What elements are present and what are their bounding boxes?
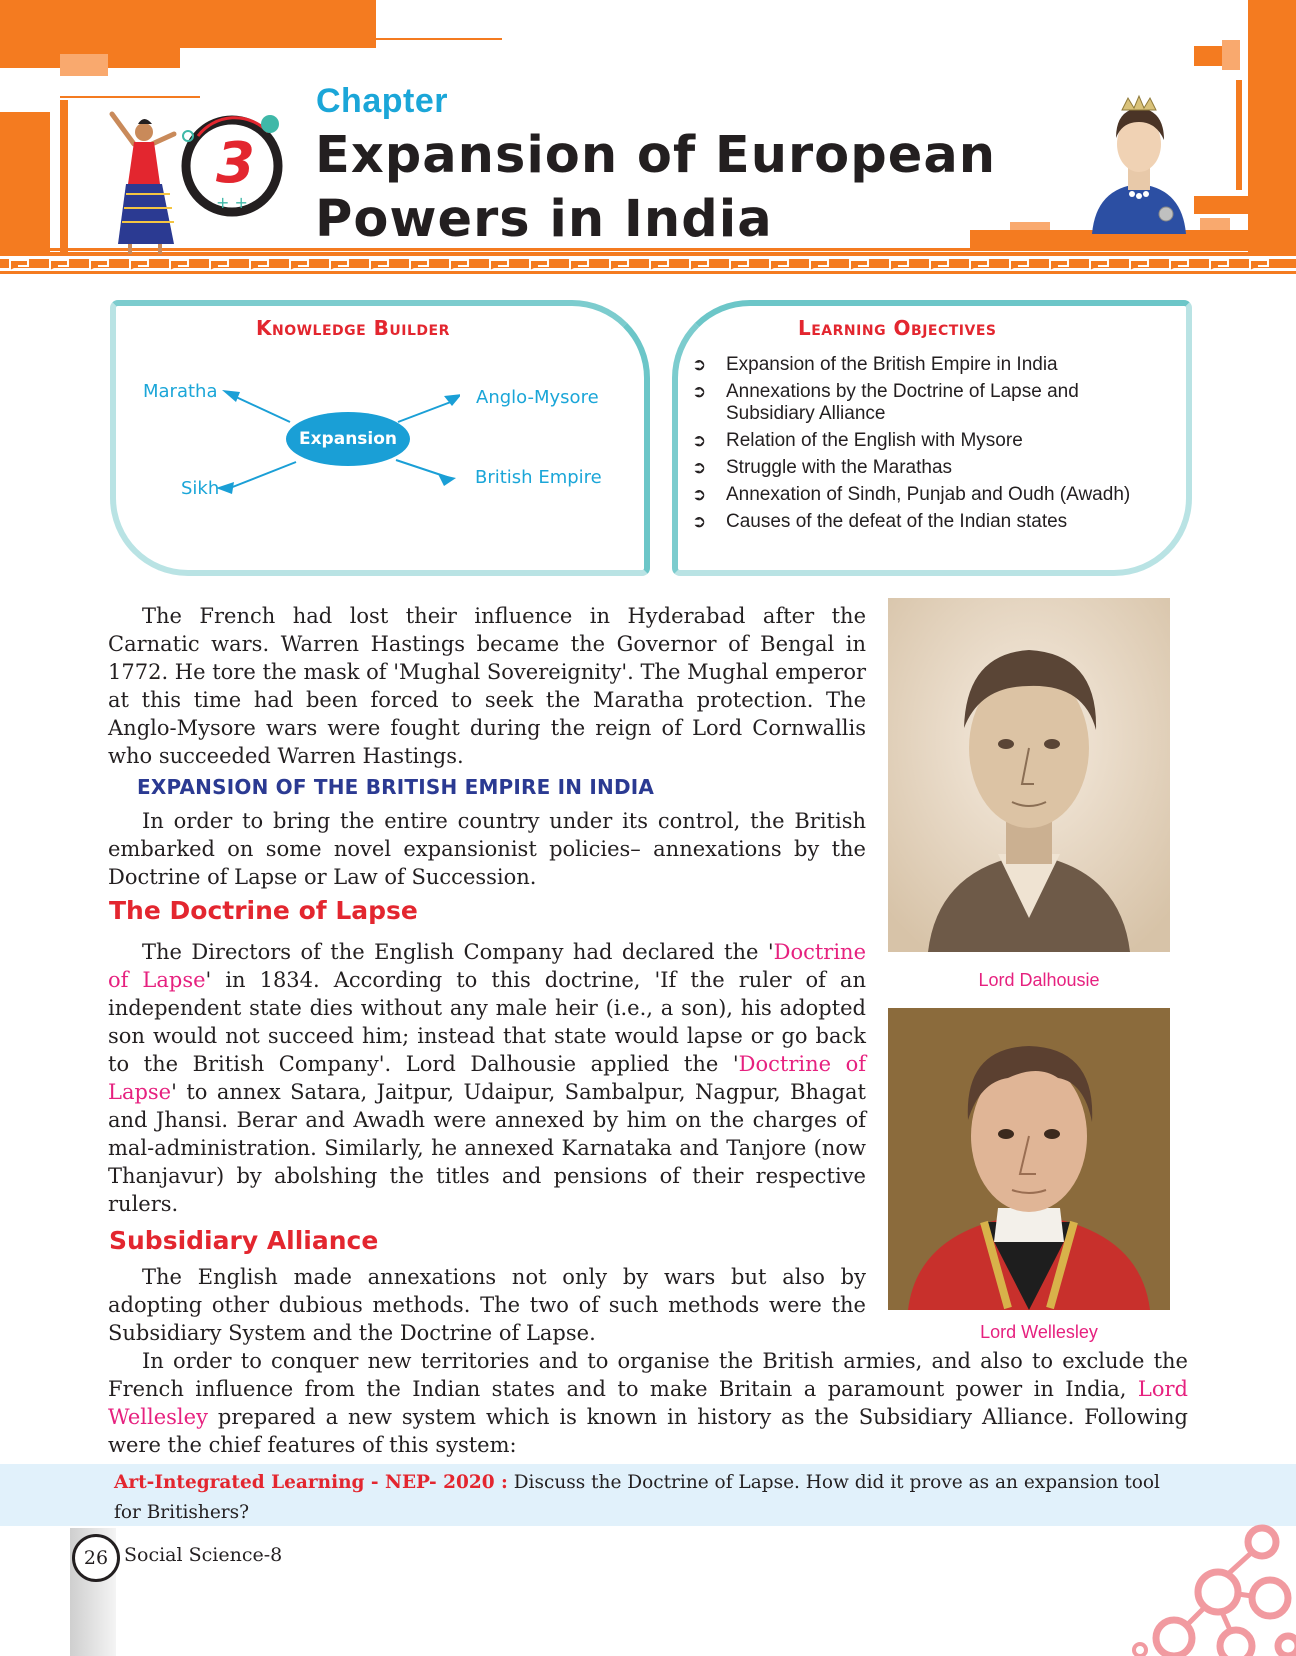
queen-portrait — [1086, 92, 1192, 234]
list-item: ➲ Annexation of Sindh, Punjab and Oudh (Awadh) — [692, 484, 1131, 505]
learning-objectives-list — [692, 354, 1162, 538]
mind-map-node-anglo-mysore: Anglo-Mysore — [476, 387, 599, 408]
arrow-bullet-icon: ➲ — [692, 458, 707, 477]
paragraph-intro: The French had lost their influence in Hyderabad after the Carnatic wars. Warren Hastings became the Governor of Bengal in 1772. He tore the mask of 'Mughal Sovereignity'. The Mughal emperor at this time had been forced to seek the Maratha protection. The Anglo-Mysore wars were fought during the reign of Lord Cornwallis who succeeded Warren Hastings. — [108, 604, 866, 768]
svg-text:+ +: + + — [216, 193, 248, 212]
heading-doctrine-of-lapse: The Doctrine of Lapse — [109, 896, 418, 925]
page-number: 26 — [72, 1534, 120, 1582]
portrait-lord-wellesley — [888, 1008, 1170, 1310]
art-integrated-learning-label: Art-Integrated Learning - NEP- 2020 : — [114, 1472, 508, 1493]
arrow-bullet-icon: ➲ — [692, 355, 707, 374]
caption-lord-wellesley: Lord Wellesley — [980, 1322, 1098, 1342]
mind-map-node-maratha: Maratha — [143, 381, 218, 402]
chapter-number: 3 — [216, 131, 255, 196]
term-lord-wellesley: Lord Wellesley — [108, 1377, 1188, 1429]
arrow-bullet-icon: ➲ — [692, 485, 707, 504]
list-item: ➲ Expansion of the British Empire in India — [692, 354, 1058, 375]
art-integrated-learning-text: Art-Integrated Learning - NEP- 2020 : Discuss the Doctrine of Lapse. How did it prove as an expansion tool for Britishers? — [114, 1472, 1160, 1523]
mind-map-node-british-empire: British Empire — [475, 467, 602, 488]
paragraph-expansion: In order to bring the entire country under its control, the British embarked on some novel expansionist policies– annexations by the Doctrine of Lapse or Law of Succession. — [108, 809, 866, 889]
heading-subsidiary-alliance: Subsidiary Alliance — [109, 1226, 379, 1255]
list-item: ➲ Relation of the English with Mysore — [692, 430, 1023, 451]
list-item: ➲ Causes of the defeat of the Indian states — [692, 511, 1068, 532]
caption-lord-dalhousie: Lord Dalhousie — [978, 970, 1100, 990]
heading-expansion: EXPANSION OF THE BRITISH EMPIRE IN INDIA — [137, 775, 655, 799]
term-doctrine-of-lapse: Doctrine of Lapse — [108, 1052, 867, 1104]
paragraph-subsidiary: The English made annexations not only by wars but also by adopting other dubious methods. The two of such methods were the Subsidiary System and the Doctrine of Lapse. — [108, 1265, 866, 1345]
list-item: ➲ Annexations by the Doctrine of Lapse and Subsidiary Alliance — [692, 381, 1079, 424]
list-item: ➲ Struggle with the Marathas — [692, 457, 953, 478]
chapter-title — [315, 124, 996, 252]
mind-map-center: Expansion — [286, 412, 410, 466]
portrait-lord-dalhousie — [888, 598, 1170, 952]
knowledge-builder-heading: Knowledge Builder — [256, 316, 450, 340]
mind-map-node-sikh: Sikh — [181, 478, 220, 499]
arrow-bullet-icon: ➲ — [692, 512, 707, 531]
term-doctrine-of-lapse: Doctrine of Lapse — [108, 940, 866, 992]
chapter-title-line1: Expansion of European — [315, 126, 997, 185]
book-label: Social Science-8 — [124, 1544, 283, 1566]
meander-border — [0, 252, 1296, 274]
paragraph-wellesley: In order to conquer new territories and to organise the British armies, and also to exclude the French influence from the Indian states and to make Britain a paramount power in India, Lord Wellesley prepared a new system which is known in history as the Subsidiary Alliance. Following were the chief features of this system: — [108, 1349, 1188, 1457]
learning-objectives-heading: Learning Objectives — [798, 316, 997, 340]
arrow-bullet-icon: ➲ — [692, 431, 707, 450]
decorative-bubbles — [1110, 1520, 1296, 1656]
arrow-bullet-icon: ➲ — [692, 382, 707, 401]
chapter-label: Chapter — [316, 82, 448, 120]
paragraph-doctrine: The Directors of the English Company had declared the 'Doctrine of Lapse' in 1834. According to this doctrine, 'If the ruler of an independent state dies without any male heir (i.e., a son), his adopted son would not succeed him; instead that state would lapse or go back to the British Company'. Lord Dalhousie applied the 'Doctrine of Lapse' to annex Satara, Jaitpur, Udaipur, Sambalpur, Nagpur, Bhagat and Jhansi. Berar and Awadh were annexed by him on the charges of mal-administration. Similarly, he annexed Karnataka and Tanjore (now Thanjavur) by abolshing the titles and pensions of their respective rulers. — [108, 940, 867, 1216]
chapter-title-line2: Powers in India — [315, 190, 773, 249]
